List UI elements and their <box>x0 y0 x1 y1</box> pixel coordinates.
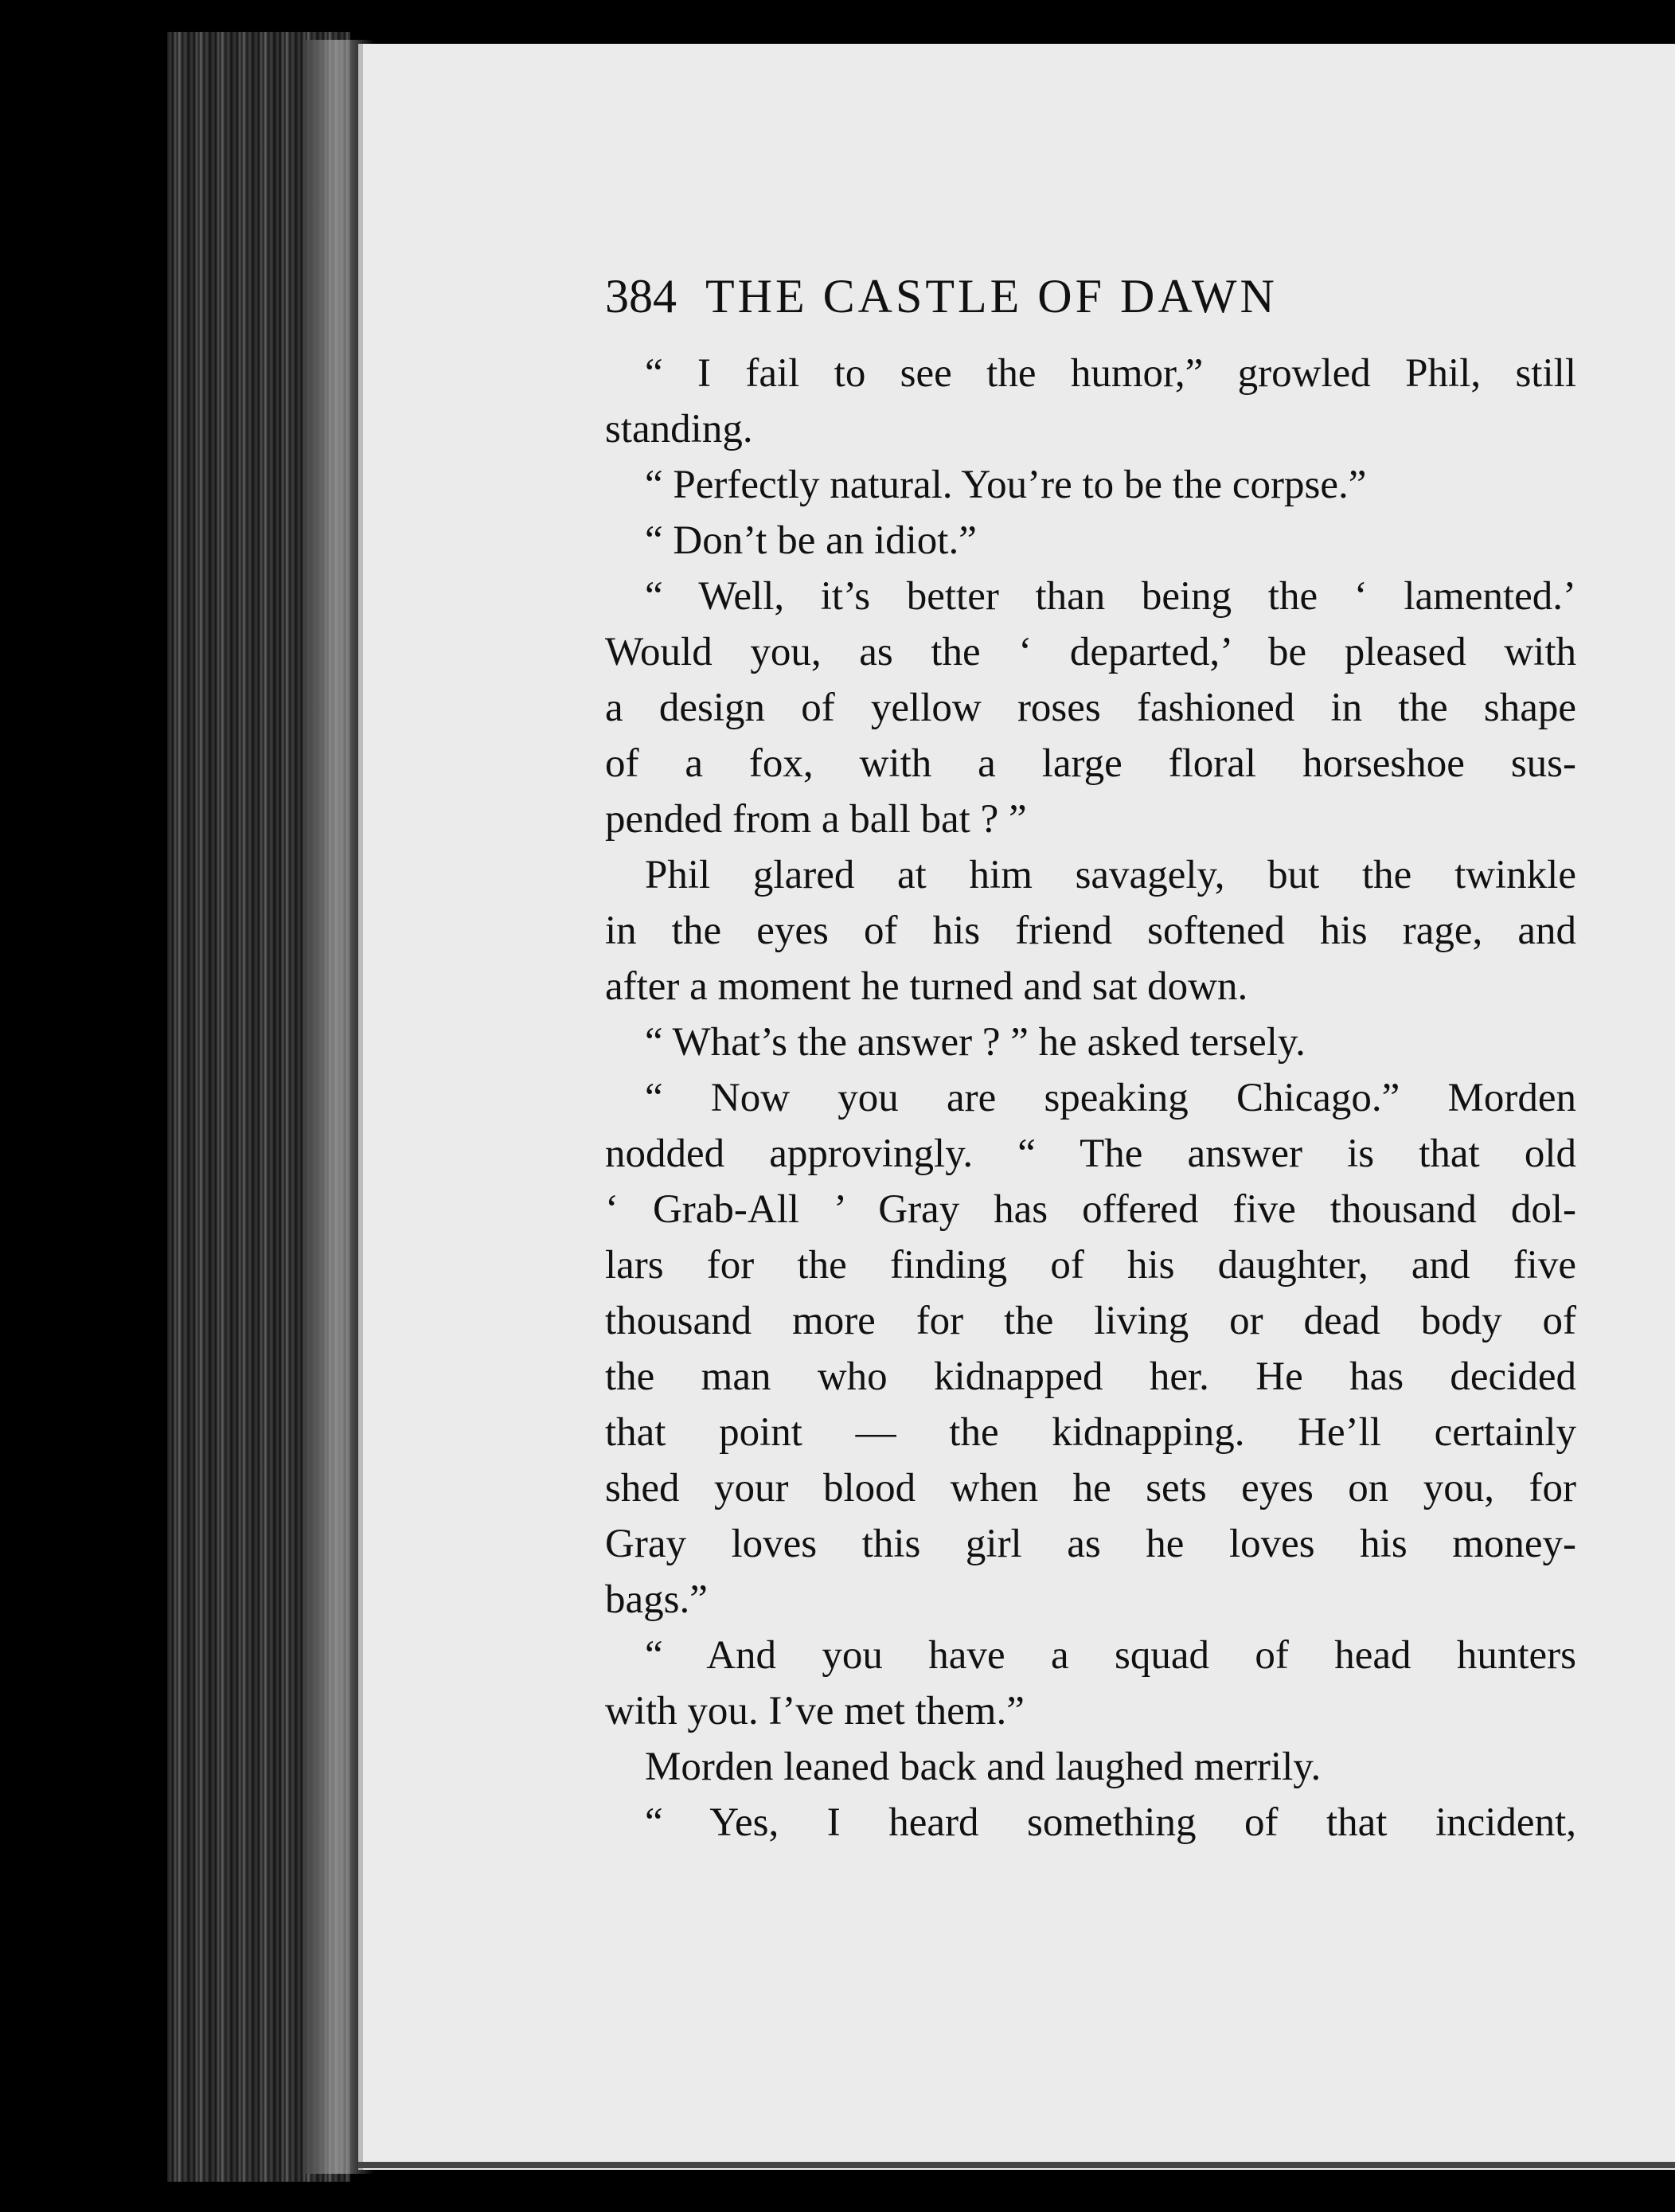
text-line: a design of yellow roses fashioned in the shape <box>605 686 1576 730</box>
text-line: in the eyes of his friend softened his rage, and <box>605 909 1576 953</box>
text-line: after a moment he turned and sat down. <box>605 964 1248 1009</box>
text-line: “ Perfectly natural. You’re to be the corpse.” <box>645 463 1367 507</box>
text-line: Phil glared at him savagely, but the twinkle <box>645 853 1576 897</box>
running-head <box>605 269 1576 346</box>
body-text <box>605 346 1576 1850</box>
page-number: 384 <box>605 270 677 322</box>
text-line: “ And you have a squad of head hunters <box>645 1633 1576 1678</box>
text-line: shed your blood when he sets eyes on you, for <box>605 1466 1576 1510</box>
text-line: ‘ Grab-All ’ Gray has offered five thousand dol- <box>605 1187 1576 1232</box>
text-line: “ Well, it’s better than being the ‘ lamented.’ <box>645 574 1576 619</box>
text-line: pended from a ball bat ? ” <box>605 797 1027 842</box>
text-line: thousand more for the living or dead body of <box>605 1299 1576 1343</box>
text-line: Would you, as the ‘ departed,’ be pleased with <box>605 630 1576 674</box>
text-line: lars for the finding of his daughter, and five <box>605 1243 1576 1288</box>
text-line: nodded approvingly. “ The answer is that old <box>605 1131 1576 1176</box>
book-title-header: THE CASTLE OF DAWN <box>705 270 1278 322</box>
text-line: “ What’s the answer ? ” he asked tersely. <box>645 1020 1306 1065</box>
text-line: Gray loves this girl as he loves his money- <box>605 1522 1576 1566</box>
text-line: of a fox, with a large floral horseshoe sus- <box>605 741 1576 786</box>
text-line: Morden leaned back and laughed merrily. <box>645 1745 1322 1789</box>
text-line: “ Now you are speaking Chicago.” Morden <box>645 1076 1576 1120</box>
text-line: “ I fail to see the humor,” growled Phil, still <box>645 351 1576 396</box>
text-line: “ Yes, I heard something of that incident, <box>645 1800 1576 1845</box>
text-line: with you. I’ve met them.” <box>605 1689 1025 1733</box>
text-line: “ Don’t be an idiot.” <box>645 518 977 563</box>
text-line: that point — the kidnapping. He’ll certainly <box>605 1410 1576 1455</box>
page-bottom-edge <box>358 2162 1675 2168</box>
text-block <box>605 269 1576 1850</box>
text-line: standing. <box>605 407 753 451</box>
text-line: bags.” <box>605 1577 708 1622</box>
text-line: the man who kidnapped her. He has decided <box>605 1354 1576 1399</box>
